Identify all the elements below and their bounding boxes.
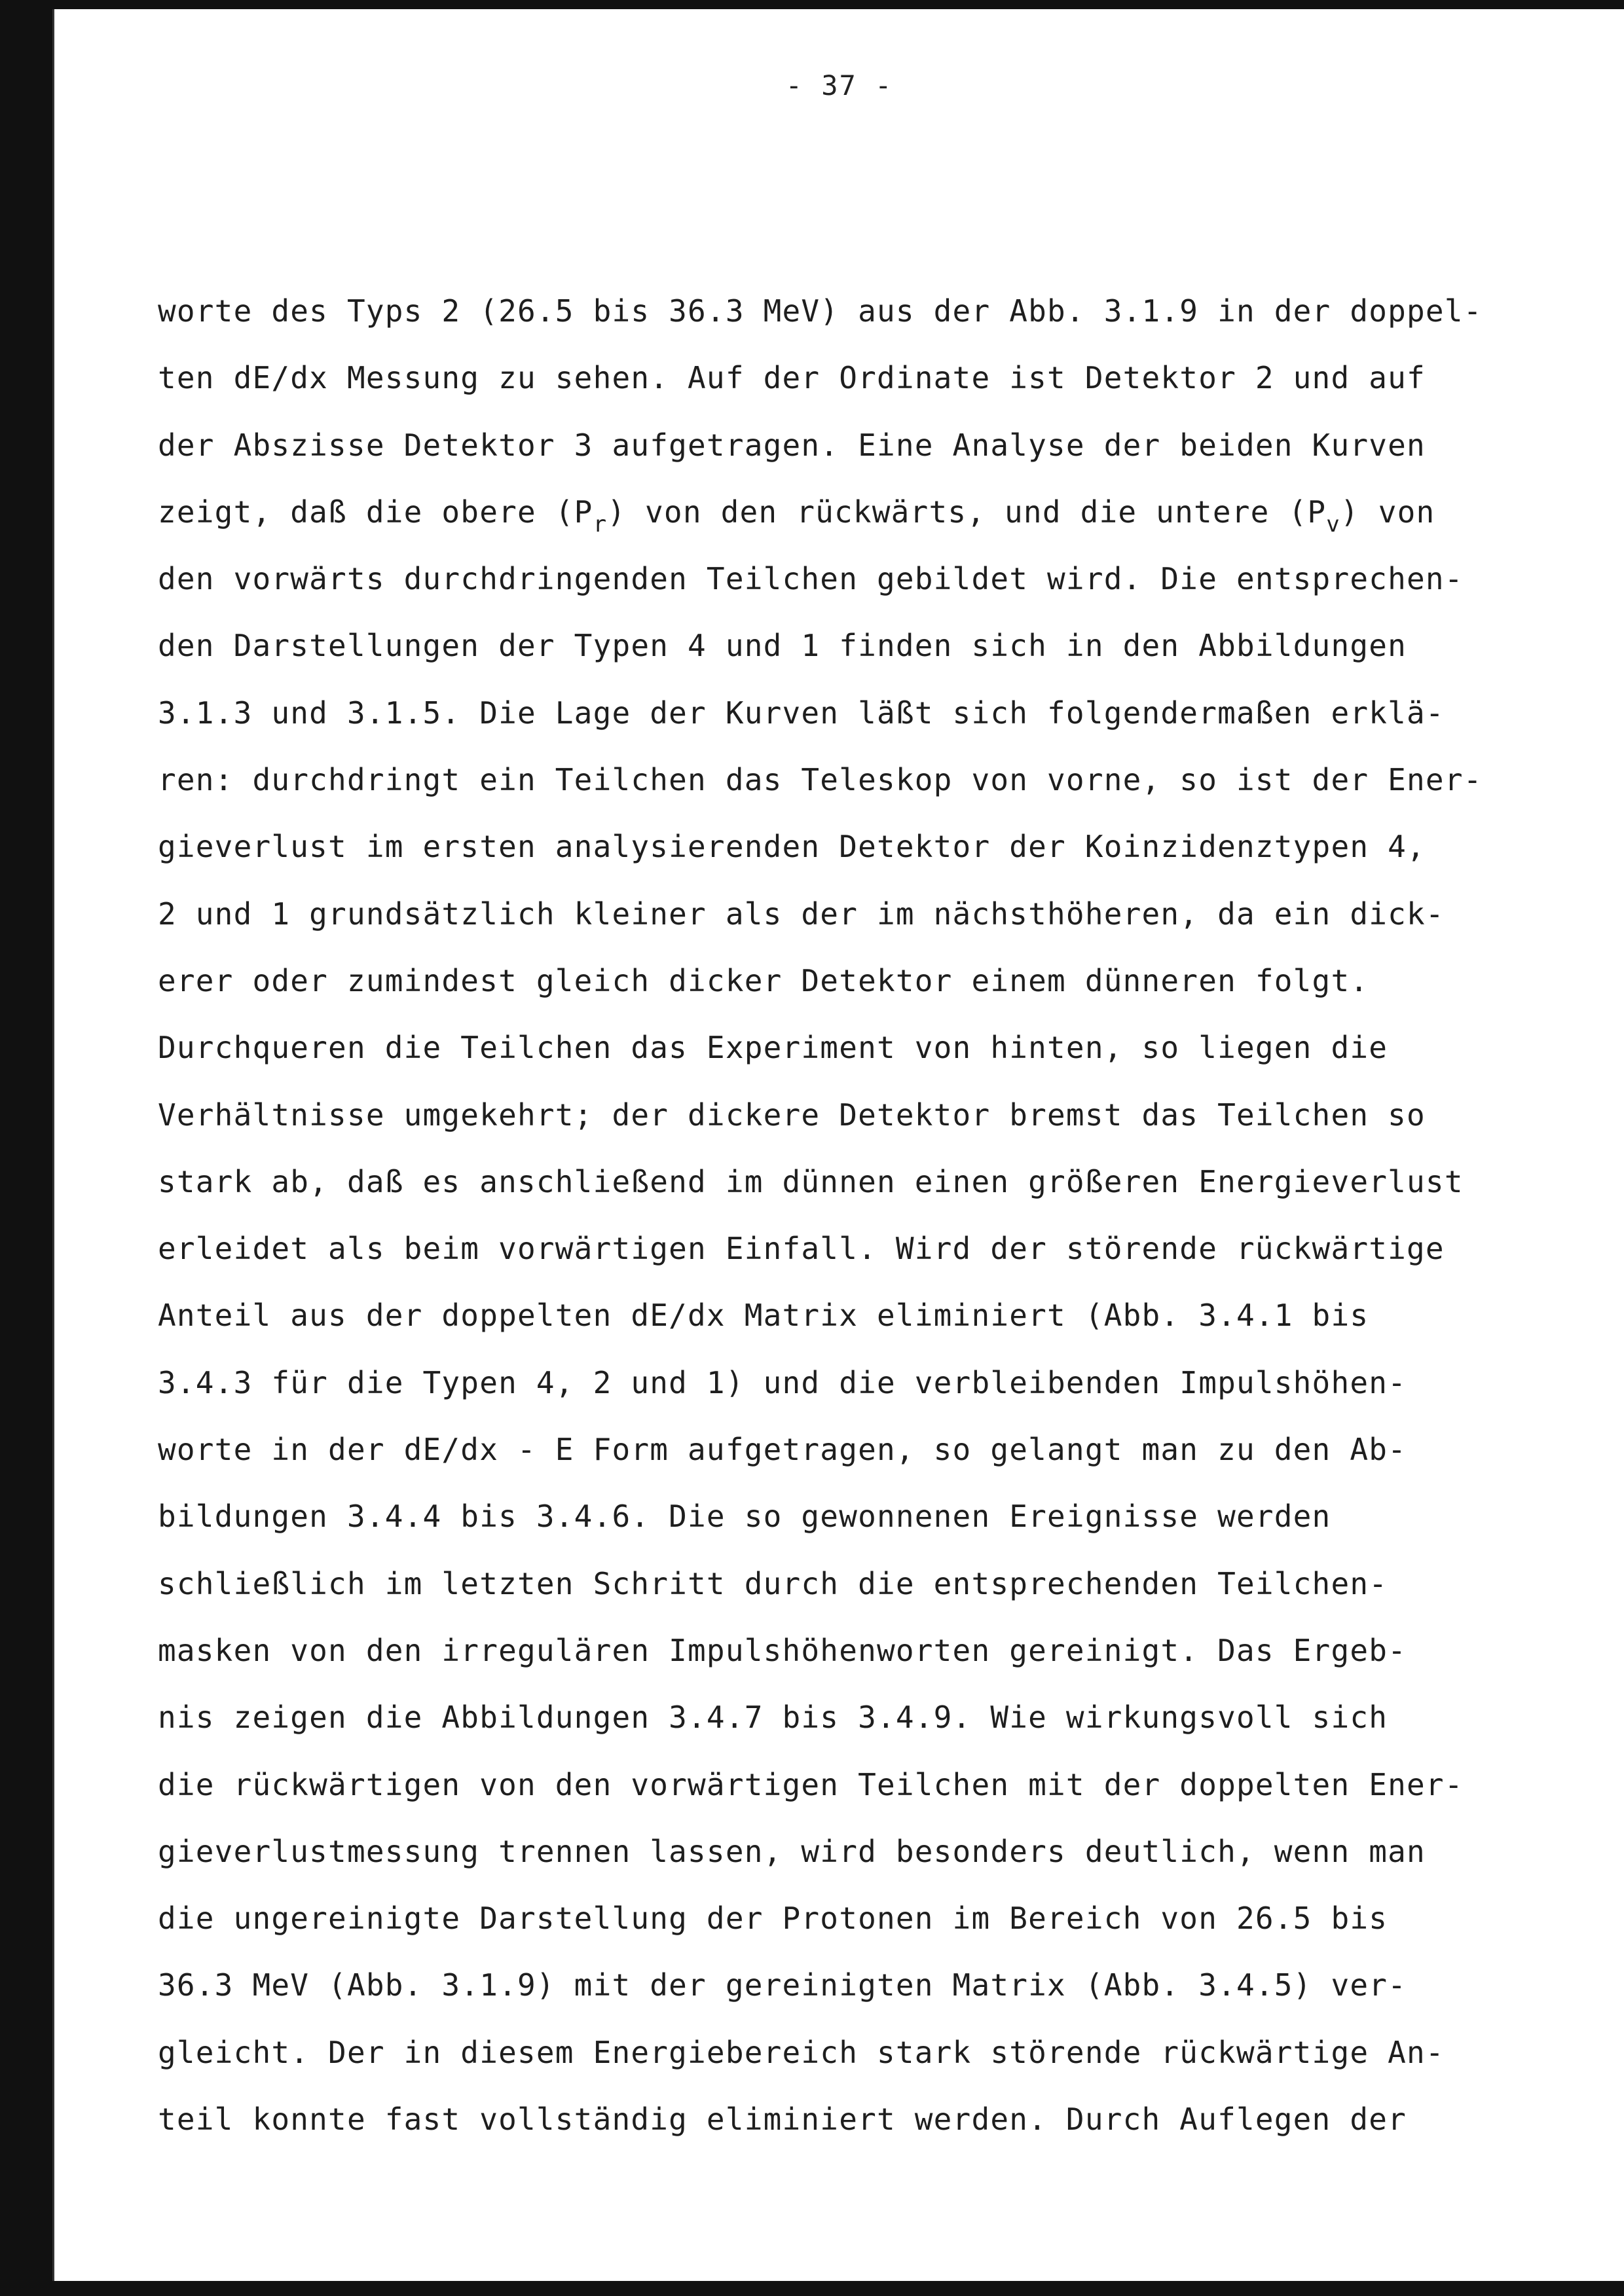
text-segment: Anteil aus der doppelten dE/dx Matrix eliminiert (Abb. 3.4.1 bis xyxy=(158,1298,1369,1334)
text-line xyxy=(158,545,1598,612)
line-content xyxy=(158,293,1483,329)
line-content xyxy=(158,1901,1388,1936)
text-line xyxy=(158,881,1598,947)
text-line xyxy=(158,2086,1598,2153)
line-content xyxy=(158,1298,1369,1333)
text-line xyxy=(158,1550,1598,1617)
text-line xyxy=(158,680,1598,746)
text-segment: die rückwärtigen von den vorwärtigen Teilchen mit der doppelten Ener- xyxy=(158,1766,1464,1802)
text-segment: bildungen 3.4.4 bis 3.4.6. Die so gewonnenen Ereignisse werden xyxy=(158,1499,1331,1535)
line-content xyxy=(158,1432,1407,1467)
line-content xyxy=(158,628,1407,663)
text-line xyxy=(158,947,1598,1014)
text-segment: schließlich im letzten Schritt durch die entsprechenden Teilchen- xyxy=(158,1565,1388,1601)
text-line xyxy=(158,1416,1598,1483)
text-line xyxy=(158,1952,1598,2018)
text-segment: ) von xyxy=(1340,494,1435,530)
line-content xyxy=(158,360,1426,395)
line-content xyxy=(158,1566,1388,1601)
subscript: r xyxy=(593,511,608,538)
text-line xyxy=(158,1684,1598,1751)
text-segment: ) von den rückwärts, und die untere (P xyxy=(607,494,1327,530)
text-line xyxy=(158,1148,1598,1215)
line-content xyxy=(158,1499,1331,1534)
document-page xyxy=(52,9,1624,2281)
line-content xyxy=(158,1767,1464,1802)
text-segment: 36.3 MeV (Abb. 3.1.9) mit der gereinigten Matrix (Abb. 3.4.5) ver- xyxy=(158,1967,1407,2003)
subscript: v xyxy=(1326,511,1340,538)
text-segment: den Darstellungen der Typen 4 und 1 finden sich in den Abbildungen xyxy=(158,628,1407,664)
text-line xyxy=(158,1885,1598,1952)
text-line xyxy=(158,1751,1598,1818)
text-line xyxy=(158,479,1598,545)
text-line xyxy=(158,2019,1598,2086)
line-content xyxy=(158,1097,1426,1133)
line-content xyxy=(158,561,1464,596)
text-line xyxy=(158,1215,1598,1282)
line-content xyxy=(158,963,1369,998)
text-segment: ren: durchdringt ein Teilchen das Teleskop von vorne, so ist der Ener- xyxy=(158,762,1483,798)
text-line xyxy=(158,1483,1598,1550)
text-line xyxy=(158,1282,1598,1349)
body-text xyxy=(158,278,1598,2153)
text-line xyxy=(158,1082,1598,1148)
text-line xyxy=(158,412,1598,479)
line-content xyxy=(158,2102,1407,2137)
line-content xyxy=(158,829,1426,864)
text-segment: stark ab, daß es anschließend im dünnen einen größeren Energieverlust xyxy=(158,1163,1464,1199)
line-content xyxy=(158,1164,1464,1199)
text-segment: teil konnte fast vollständig eliminiert werden. Durch Auflegen der xyxy=(158,2102,1407,2138)
text-segment: die ungereinigte Darstellung der Protonen im Bereich von 26.5 bis xyxy=(158,1901,1388,1937)
line-content xyxy=(158,1231,1445,1266)
text-line xyxy=(158,278,1598,344)
text-segment: 3.4.3 für die Typen 4, 2 und 1) und die verbleibenden Impulshöhen- xyxy=(158,1364,1407,1400)
text-line xyxy=(158,1617,1598,1684)
text-segment: 2 und 1 grundsätzlich kleiner als der im nächsthöheren, da ein dick- xyxy=(158,896,1445,932)
line-content xyxy=(158,1365,1407,1400)
text-segment: nis zeigen die Abbildungen 3.4.7 bis 3.4.9. Wie wirkungsvoll sich xyxy=(158,1700,1388,1736)
text-segment: Durchqueren die Teilchen das Experiment von hinten, so liegen die xyxy=(158,1030,1388,1066)
text-segment: gleicht. Der in diesem Energiebereich stark störende rückwärtige An- xyxy=(158,2034,1445,2070)
text-segment: masken von den irregulären Impulshöhenworten gereinigt. Das Ergeb- xyxy=(158,1632,1407,1668)
text-line xyxy=(158,813,1598,880)
text-segment: den vorwärts durchdringenden Teilchen gebildet wird. Die entsprechen- xyxy=(158,561,1464,597)
text-segment: gieverlust im ersten analysierenden Detektor der Koinzidenztypen 4, xyxy=(158,829,1426,865)
line-content xyxy=(158,1834,1426,1869)
line-content xyxy=(158,1633,1407,1668)
line-content xyxy=(158,1700,1388,1735)
text-segment: ten dE/dx Messung zu sehen. Auf der Ordinate ist Detektor 2 und auf xyxy=(158,360,1426,396)
line-content xyxy=(158,1030,1388,1065)
line-content xyxy=(158,1967,1407,2003)
line-content xyxy=(158,2035,1445,2070)
text-line xyxy=(158,746,1598,813)
text-segment: Verhältnisse umgekehrt; der dickere Detektor bremst das Teilchen so xyxy=(158,1097,1426,1133)
page-number: - 37 - xyxy=(785,69,893,101)
line-content xyxy=(158,896,1445,932)
text-segment: gieverlustmessung trennen lassen, wird besonders deutlich, wenn man xyxy=(158,1833,1426,1869)
text-segment: zeigt, daß die obere (P xyxy=(158,494,593,530)
line-content xyxy=(158,695,1445,731)
text-segment: erer oder zumindest gleich dicker Detektor einem dünneren folgt. xyxy=(158,962,1369,998)
line-content xyxy=(158,494,1435,538)
text-line xyxy=(158,1349,1598,1416)
text-line xyxy=(158,344,1598,411)
line-content xyxy=(158,762,1483,797)
text-line xyxy=(158,612,1598,679)
line-content xyxy=(158,428,1426,463)
text-line xyxy=(158,1818,1598,1885)
text-segment: 3.1.3 und 3.1.5. Die Lage der Kurven läßt sich folgendermaßen erklä- xyxy=(158,695,1445,731)
text-segment: erleidet als beim vorwärtigen Einfall. Wird der störende rückwärtige xyxy=(158,1231,1445,1267)
text-line xyxy=(158,1014,1598,1081)
text-segment: worte des Typs 2 (26.5 bis 36.3 MeV) aus der Abb. 3.1.9 in der doppel- xyxy=(158,293,1483,329)
text-segment: worte in der dE/dx - E Form aufgetragen, so gelangt man zu den Ab- xyxy=(158,1432,1407,1468)
text-segment: der Abszisse Detektor 3 aufgetragen. Eine Analyse der beiden Kurven xyxy=(158,427,1426,463)
